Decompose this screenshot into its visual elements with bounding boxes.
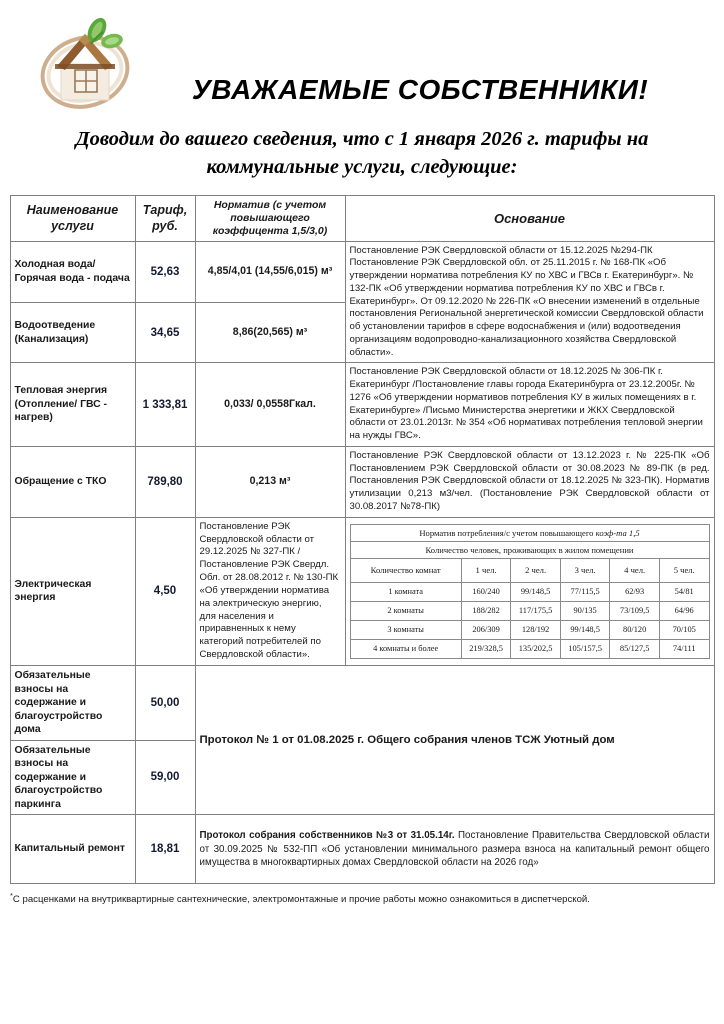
row-tariff-water: 52,63 [135,241,195,302]
nested-header-4person: 4 чел. [610,559,660,582]
nested-cell: 99/148,5 [560,620,610,639]
nested-cell: 117/175,5 [511,601,561,620]
row-basis-tko: Постановление РЭК Свердловской области от 13.12.2023 г. № 225-ПК «Об Постановлением РЭК Свердловской области от 30.08.2023 № 89-ПК (в ред. Постановления РЭК Свердловской области от 18.12.2025 № 323-ПК). Норматив утилизации 0,213 м3/чел. (Постановление РЭК Свердловской области от 30.08.2017 №78-ПК) [345,446,714,517]
row-name-capital-repair: Капитальный ремонт [10,815,135,884]
column-header-name: Наименование услуги [10,196,135,241]
row-tariff-house-fee: 50,00 [135,666,195,741]
row-norm-tko: 0,213 м³ [195,446,345,517]
house-with-leaves-logo [33,14,137,118]
nested-cell: 74/111 [659,639,709,658]
nested-cell: 128/192 [511,620,561,639]
row-norm-water: 4,85/4,01 (14,55/6,015) м³ [195,241,345,302]
row-norm-heat: 0,033/ 0,0558Гкал. [195,363,345,447]
nested-cell: 85/127,5 [610,639,660,658]
table-row [10,666,714,741]
table-row [10,446,714,517]
row-tariff-sewage: 34,65 [135,302,195,363]
row-tariff-electricity: 4,50 [135,517,195,665]
nested-title-italic: коэф-та 1,5 [595,527,640,538]
nested-cell: 188/282 [461,601,511,620]
row-basis-water: Постановление РЭК Свердловской области от 15.12.2025 №294-ПК Постановление РЭК Свердловской обл. от 25.11.2015 г. № 168-ПК «Об утверждении норматива потребления КУ по ХВС и ГВСв г. Екатеринбург». № 132-ПК «Об утверждении норматива потребления КУ по ХВС и ГВСв г. Екатеринбург». От 09.12.2020 № 226-ПК «О внесении изменений в отдельные постановления Региональной энергетической комиссии Свердловской области об установлении тарифов в сфере водоснабжения и (или) водоотведения организациям водопроводно-канализационного хозяйства Свердловской области». [345,241,714,363]
footnote-text: С расценками на внутриквартирные сантехнические, электромонтажные и прочие работы можно ознакомиться в диспетчерской. [12,894,590,906]
nested-rooms-2: 2 комнаты [350,601,461,620]
row-name-sewage: Водоотведение (Канализация) [10,302,135,363]
nested-cell: 219/328,5 [461,639,511,658]
nested-row [350,582,709,601]
table-header-row [10,196,714,241]
row-name-heat: Тепловая энергия (Отопление/ ГВС - нагрев) [10,363,135,447]
nested-row [350,601,709,620]
nested-header-2person: 2 чел. [511,559,561,582]
row-name-house-fee: Обязательные взносы на содержание и благоустройство дома [10,666,135,741]
row-basis-heat: Постановление РЭК Свердловской области от 18.12.2025 № 306-ПК г. Екатеринбург /Постановление главы города Екатеринбурга от 23.12.2005г. № 1276 «Об утверждении нормативов потребления КУ в жилых помещениях в г. Екатеринбурге» /Письмо Министерства энергетики и ЖКХ Свердловской области от 23.01.2013г. № 354 «Об нормативах потребления тепловой энергии на нужды ГВС». [345,363,714,447]
nested-cell: 135/202,5 [511,639,561,658]
row-tariff-parking-fee: 59,00 [135,740,195,815]
column-header-tariff: Тариф, руб. [135,196,195,241]
table-row [10,517,714,665]
nested-cell: 80/120 [610,620,660,639]
footnote-asterisk: * [10,891,13,901]
nested-cell: 105/157,5 [560,639,610,658]
capital-repair-bold: Протокол собрания собственников №3 от 31.05.14г. [199,830,455,842]
row-name-electricity: Электрическая энергия [10,517,135,665]
row-norm-electricity: Постановление РЭК Свердловской области от 29.12.2025 № 327-ПК / Постановление РЭК Свердл. Обл. от 28.08.2012 г. № 130-ПК «Об утверждении норматива на электрическую энергию, для населения и приравненных к нему категорий потребителей по Свердловской области». [195,517,345,665]
row-name-parking-fee: Обязательные взносы на содержание и благоустройство паркинга [10,740,135,815]
table-row [10,815,714,884]
nested-header-3person: 3 чел. [560,559,610,582]
nested-subtitle-row [350,542,709,559]
nested-title-plain: Норматив потребления/с учетом повышающего [419,527,596,538]
row-tariff-capital-repair: 18,81 [135,815,195,884]
nested-row [350,620,709,639]
row-tariff-heat: 1 333,81 [135,363,195,447]
nested-cell: 64/96 [659,601,709,620]
nested-header-rooms: Количество комнат [350,559,461,582]
row-name-tko: Обращение с ТКО [10,446,135,517]
nested-cell: 90/135 [560,601,610,620]
nested-cell: 206/309 [461,620,511,639]
nested-header-5person: 5 чел. [659,559,709,582]
nested-cell: 99/148,5 [511,582,561,601]
nested-cell: 77/115,5 [560,582,610,601]
electricity-norms-cell [345,517,714,665]
nested-title [350,524,709,541]
nested-title-row [350,524,709,541]
nested-cell: 73/109,5 [610,601,660,620]
row-basis-capital-repair [195,815,714,884]
column-header-basis: Основание [345,196,714,241]
electricity-norms-table [350,524,710,659]
table-row [10,363,714,447]
column-header-norm: Норматив (с учетом повышающего коэффицента 1,5/3,0) [195,196,345,241]
tariff-table [10,195,715,884]
table-row [10,241,714,302]
nested-cell: 62/93 [610,582,660,601]
nested-rooms-4plus: 4 комнаты и более [350,639,461,658]
page-subtitle: Доводим до вашего сведения, что с 1 января 2026 г. тарифы на коммунальные услуги, следующие: [75,128,649,178]
nested-row [350,639,709,658]
nested-rooms-1: 1 комната [350,582,461,601]
row-basis-protocol: Протокол № 1 от 01.08.2025 г. Общего собрания членов ТСЖ Уютный дом [195,666,714,815]
row-norm-sewage: 8,86(20,565) м³ [195,302,345,363]
nested-cell: 160/240 [461,582,511,601]
row-tariff-tko: 789,80 [135,446,195,517]
footnote [10,891,714,907]
nested-rooms-3: 3 комнаты [350,620,461,639]
page-title: УВАЖАЕМЫЕ СОБСТВЕННИКИ! [191,74,649,105]
page-header [0,0,724,120]
capital-repair-rest: Постановление Правительства Свердловской области от 30.09.2025 № 532-ПП «Об установлении минимального размера взноса на капитальный ремонт общего имущества в многоквартирных домах Свердловской области на 2026 год» [199,830,710,868]
nested-cell: 54/81 [659,582,709,601]
row-name-water: Холодная вода/ Горячая вода - подача [10,241,135,302]
nested-cell: 70/105 [659,620,709,639]
nested-header-row [350,559,709,582]
nested-header-1person: 1 чел. [461,559,511,582]
nested-subtitle: Количество человек, проживающих в жилом помещении [350,542,709,559]
